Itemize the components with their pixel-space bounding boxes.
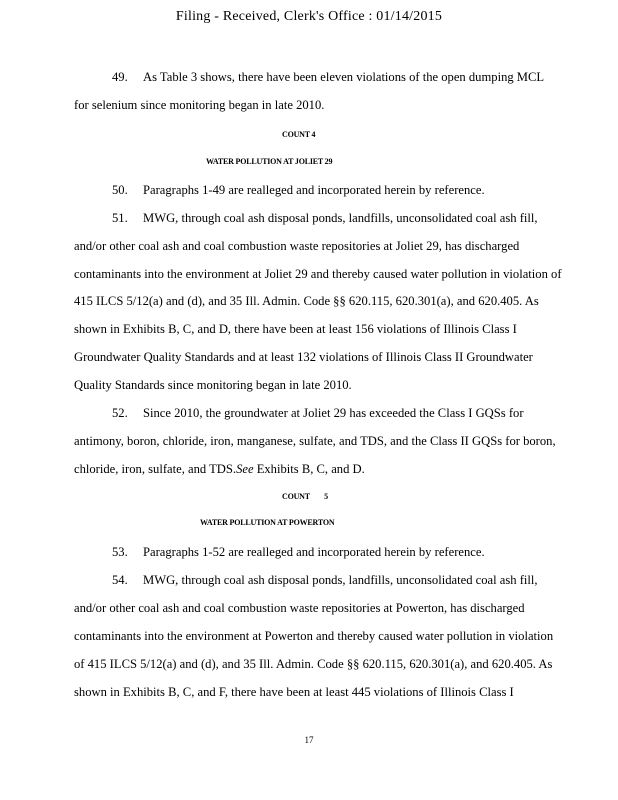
paragraph-52-line-2: antimony, boron, chloride, iron, manganese, sulfate, and TDS, and the Class II GQSs for boron, (74, 434, 556, 448)
paragraph-51-line-1 (112, 211, 538, 226)
paragraph-number: 54. (112, 573, 128, 587)
paragraph-51-line-5: shown in Exhibits B, C, and D, there have been at least 156 violations of Illinois Class I (74, 322, 517, 336)
paragraph-51-line-4: 415 ILCS 5/12(a) and (d), and 35 Ill. Admin. Code §§ 620.115, 620.301(a), and 620.405. As (74, 294, 539, 308)
paragraph-text: chloride, iron, sulfate, and TDS. (74, 462, 237, 476)
paragraph-51-line-3: contaminants into the environment at Joliet 29 and thereby caused water pollution in violation of (74, 267, 562, 281)
paragraph-number: 50. (112, 183, 128, 197)
paragraph-text: Since 2010, the groundwater at Joliet 29 has exceeded the Class I GQSs for (143, 406, 524, 420)
paragraph-52-line-1 (112, 406, 524, 421)
paragraph-49-line-1 (112, 70, 544, 85)
paragraph-54-line-3: contaminants into the environment at Powerton and thereby caused water pollution in violation (74, 629, 554, 643)
count-4-title: COUNT 4 (282, 130, 316, 139)
paragraph-text: MWG, through coal ash disposal ponds, landfills, unconsolidated coal ash fill, (143, 211, 538, 225)
paragraph-54-line-4: of 415 ILCS 5/12(a) and (d), and 35 Ill. Admin. Code §§ 620.115, 620.301(a), and 620.405. As (74, 657, 553, 671)
paragraph-51-line-7: Quality Standards since monitoring began in late 2010. (74, 378, 352, 392)
paragraph-53-line-1 (112, 545, 485, 560)
paragraph-50-line-1 (112, 183, 485, 198)
paragraph-text: Paragraphs 1-52 are realleged and incorporated herein by reference. (143, 545, 485, 559)
paragraph-51-line-6: Groundwater Quality Standards and at least 132 violations of Illinois Class II Groundwater (74, 350, 533, 364)
paragraph-number: 49. (112, 70, 128, 84)
paragraph-54-line-5: shown in Exhibits B, C, and F, there have been at least 445 violations of Illinois Class I (74, 685, 514, 699)
paragraph-text: MWG, through coal ash disposal ponds, landfills, unconsolidated coal ash fill, (143, 573, 538, 587)
paragraph-54-line-2: and/or other coal ash and coal combustion waste repositories at Powerton, has discharged (74, 601, 525, 615)
paragraph-49-line-2: for selenium since monitoring began in late 2010. (74, 98, 325, 112)
paragraph-number: 53. (112, 545, 128, 559)
page-number: 17 (304, 735, 314, 745)
paragraph-text: Paragraphs 1-49 are realleged and incorporated herein by reference. (143, 183, 485, 197)
paragraph-51-line-2: and/or other coal ash and coal combustion waste repositories at Joliet 29, has discharged (74, 239, 520, 253)
count-5-subtitle: WATER POLLUTION AT POWERTON (200, 518, 335, 527)
paragraph-52-line-3 (74, 462, 365, 477)
count-4-subtitle: WATER POLLUTION AT JOLIET 29 (206, 157, 333, 166)
count-5-title: COUNT 5 (282, 492, 328, 501)
see-signal: See (236, 462, 254, 476)
paragraph-number: 51. (112, 211, 128, 225)
paragraph-text: Exhibits B, C, and D. (253, 462, 365, 476)
paragraph-text: As Table 3 shows, there have been eleven violations of the open dumping MCL (143, 70, 545, 84)
paragraph-54-line-1 (112, 573, 538, 588)
filing-header: Filing - Received, Clerk's Office : 01/14/2015 (175, 9, 443, 24)
paragraph-number: 52. (112, 406, 128, 420)
